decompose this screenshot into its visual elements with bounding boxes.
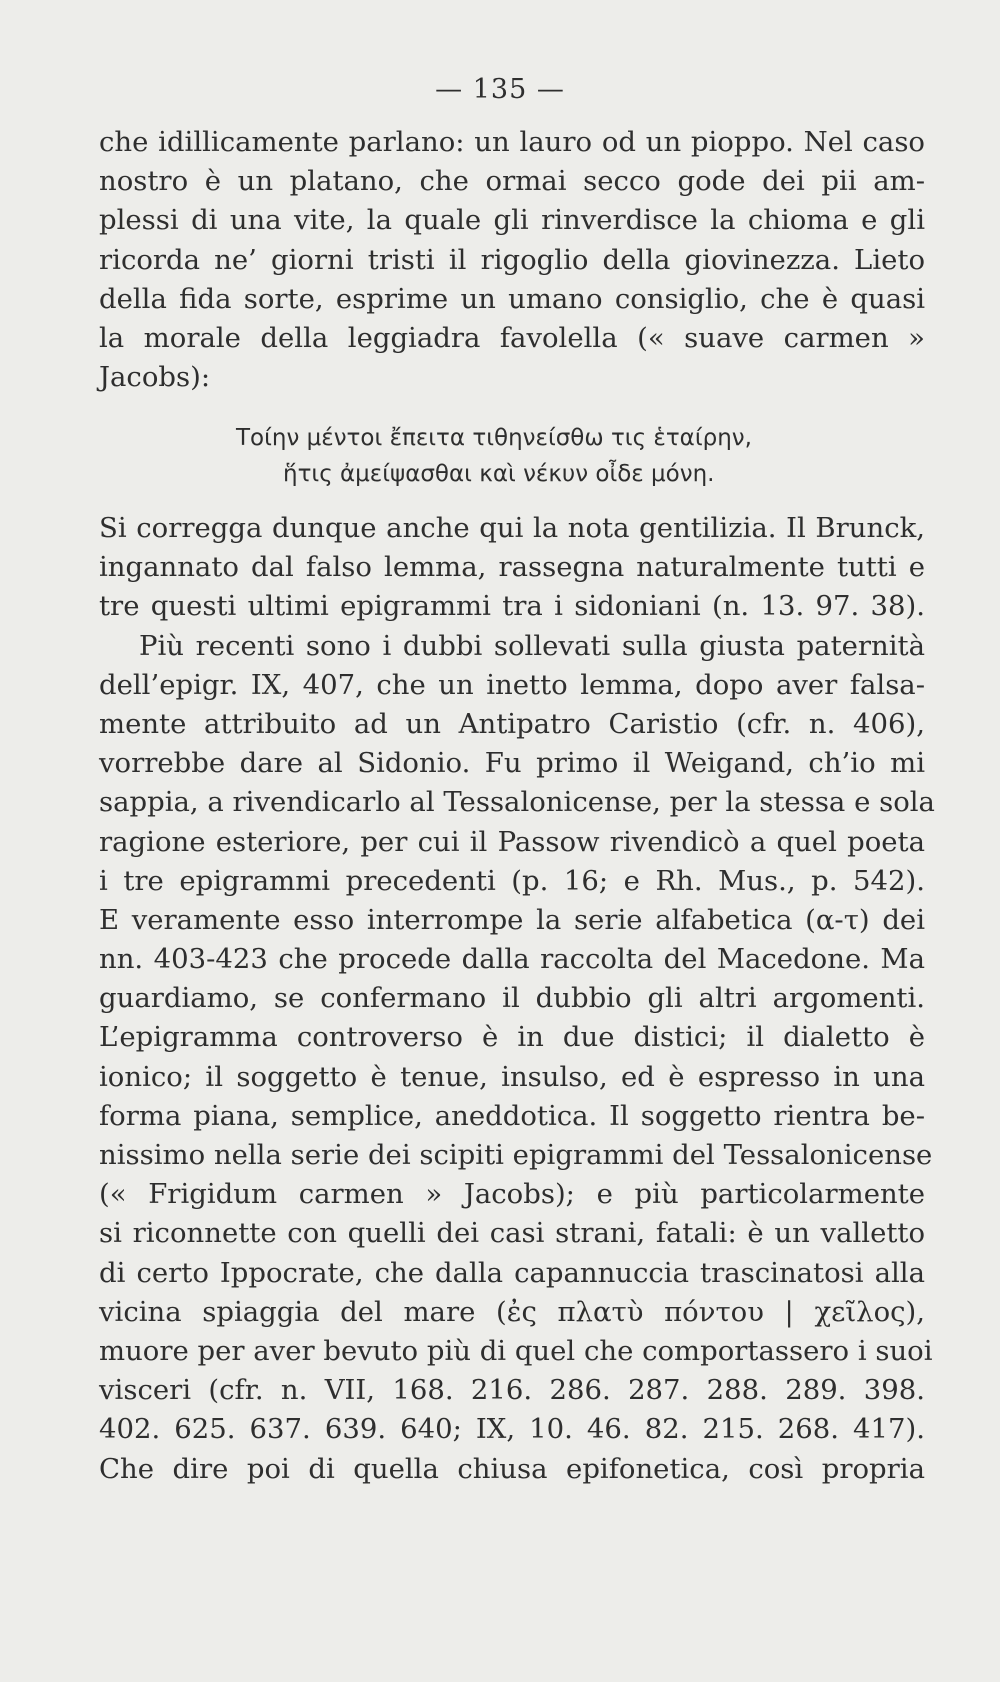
- text-line: vorrebbe dare al Sidonio. Fu primo il Weigand, ch’io mi: [99, 747, 925, 780]
- text-line: Si corregga dunque anche qui la nota gentilizia. Il Brunck,: [99, 512, 925, 544]
- text-line: della fida sorte, esprime un umano consiglio, che è quasi: [99, 282, 925, 315]
- text-line: mente attribuito ad un Antipatro Caristio (cfr. n. 406),: [99, 707, 925, 740]
- text-line: muore per aver bevuto più di quel che comportassero i suoi: [99, 1334, 933, 1367]
- text-line: ricorda ne’ giorni tristi il rigoglio della giovinezza. Lieto: [99, 243, 925, 276]
- text-line: 402. 625. 637. 639. 640; IX, 10. 46. 82. 215. 268. 417).: [99, 1413, 925, 1446]
- text-line: E veramente esso interrompe la serie alfabetica (α-τ) dei: [99, 903, 925, 936]
- text-line: nn. 403-423 che procede dalla raccolta del Macedone. Ma: [99, 943, 925, 976]
- page-number: — 135 —: [435, 74, 565, 105]
- text-line: di certo Ippocrate, che dalla capannuccia trascinatosi alla: [99, 1256, 925, 1289]
- text-line: L’epigramma controverso è in due distici; il dialetto è: [99, 1021, 925, 1054]
- text-line: dell’epigr. IX, 407, che un inetto lemma, dopo aver falsa-: [99, 668, 925, 701]
- text-line: ionico; il soggetto è tenue, insulso, ed è espresso in una: [99, 1060, 925, 1093]
- text-line: Che dire poi di quella chiusa epifonetica, così propria: [99, 1452, 925, 1485]
- text-line: ragione esteriore, per cui il Passow rivendicò a quel poeta: [99, 825, 925, 858]
- text-line: sappia, a rivendicarlo al Tessalonicense, per la stessa e sola: [99, 786, 935, 819]
- text-line: Più recenti sono i dubbi sollevati sulla giusta paternità: [139, 629, 925, 662]
- paragraph-2: [99, 509, 935, 1489]
- text-line: nostro è un platano, che ormai secco gode dei pii am-: [99, 165, 925, 198]
- text-line: che idillicamente parlano: un lauro od un pioppo. Nel caso: [99, 126, 925, 158]
- text-line: visceri (cfr. n. VII, 168. 216. 286. 287. 288. 289. 398.: [99, 1374, 925, 1407]
- text-line: tre questi ultimi epigrammi tra i sidoniani (n. 13. 97. 38).: [99, 590, 925, 623]
- greek-quotation: [236, 420, 796, 492]
- greek-verse-line: ἥτις ἀμείψασθαι καὶ νέκυν οἶδε μόνη.: [283, 461, 715, 487]
- text-line: la morale della leggiadra favolella (« suave carmen »: [99, 321, 925, 354]
- text-line: forma piana, semplice, aneddotica. Il soggetto rientra be-: [99, 1099, 925, 1132]
- text-line: nissimo nella serie dei scipiti epigrammi del Tessalonicense: [99, 1139, 933, 1171]
- text-line: si riconnette con quelli dei casi strani, fatali: è un valletto: [99, 1217, 925, 1250]
- text-line: (« Frigidum carmen » Jacobs); e più particolarmente: [99, 1178, 925, 1211]
- text-line: Jacobs):: [99, 361, 211, 394]
- paragraph-1: [99, 123, 925, 397]
- text-line: ingannato dal falso lemma, rassegna naturalmente tutti e: [99, 551, 925, 584]
- text-line: vicina spiaggia del mare (ἐς πλατὺ πόντου | χεῖλος),: [99, 1295, 925, 1328]
- text-line: i tre epigrammi precedenti (p. 16; e Rh. Mus., p. 542).: [99, 864, 925, 897]
- text-line: plessi di una vite, la quale gli rinverdisce la chioma e gli: [99, 204, 925, 237]
- text-line: guardiamo, se confermano il dubbio gli altri argomenti.: [99, 982, 925, 1015]
- greek-verse-line: Τοίην μέντοι ἔπειτα τιθηνείσθω τις ἑταίρην,: [236, 425, 752, 451]
